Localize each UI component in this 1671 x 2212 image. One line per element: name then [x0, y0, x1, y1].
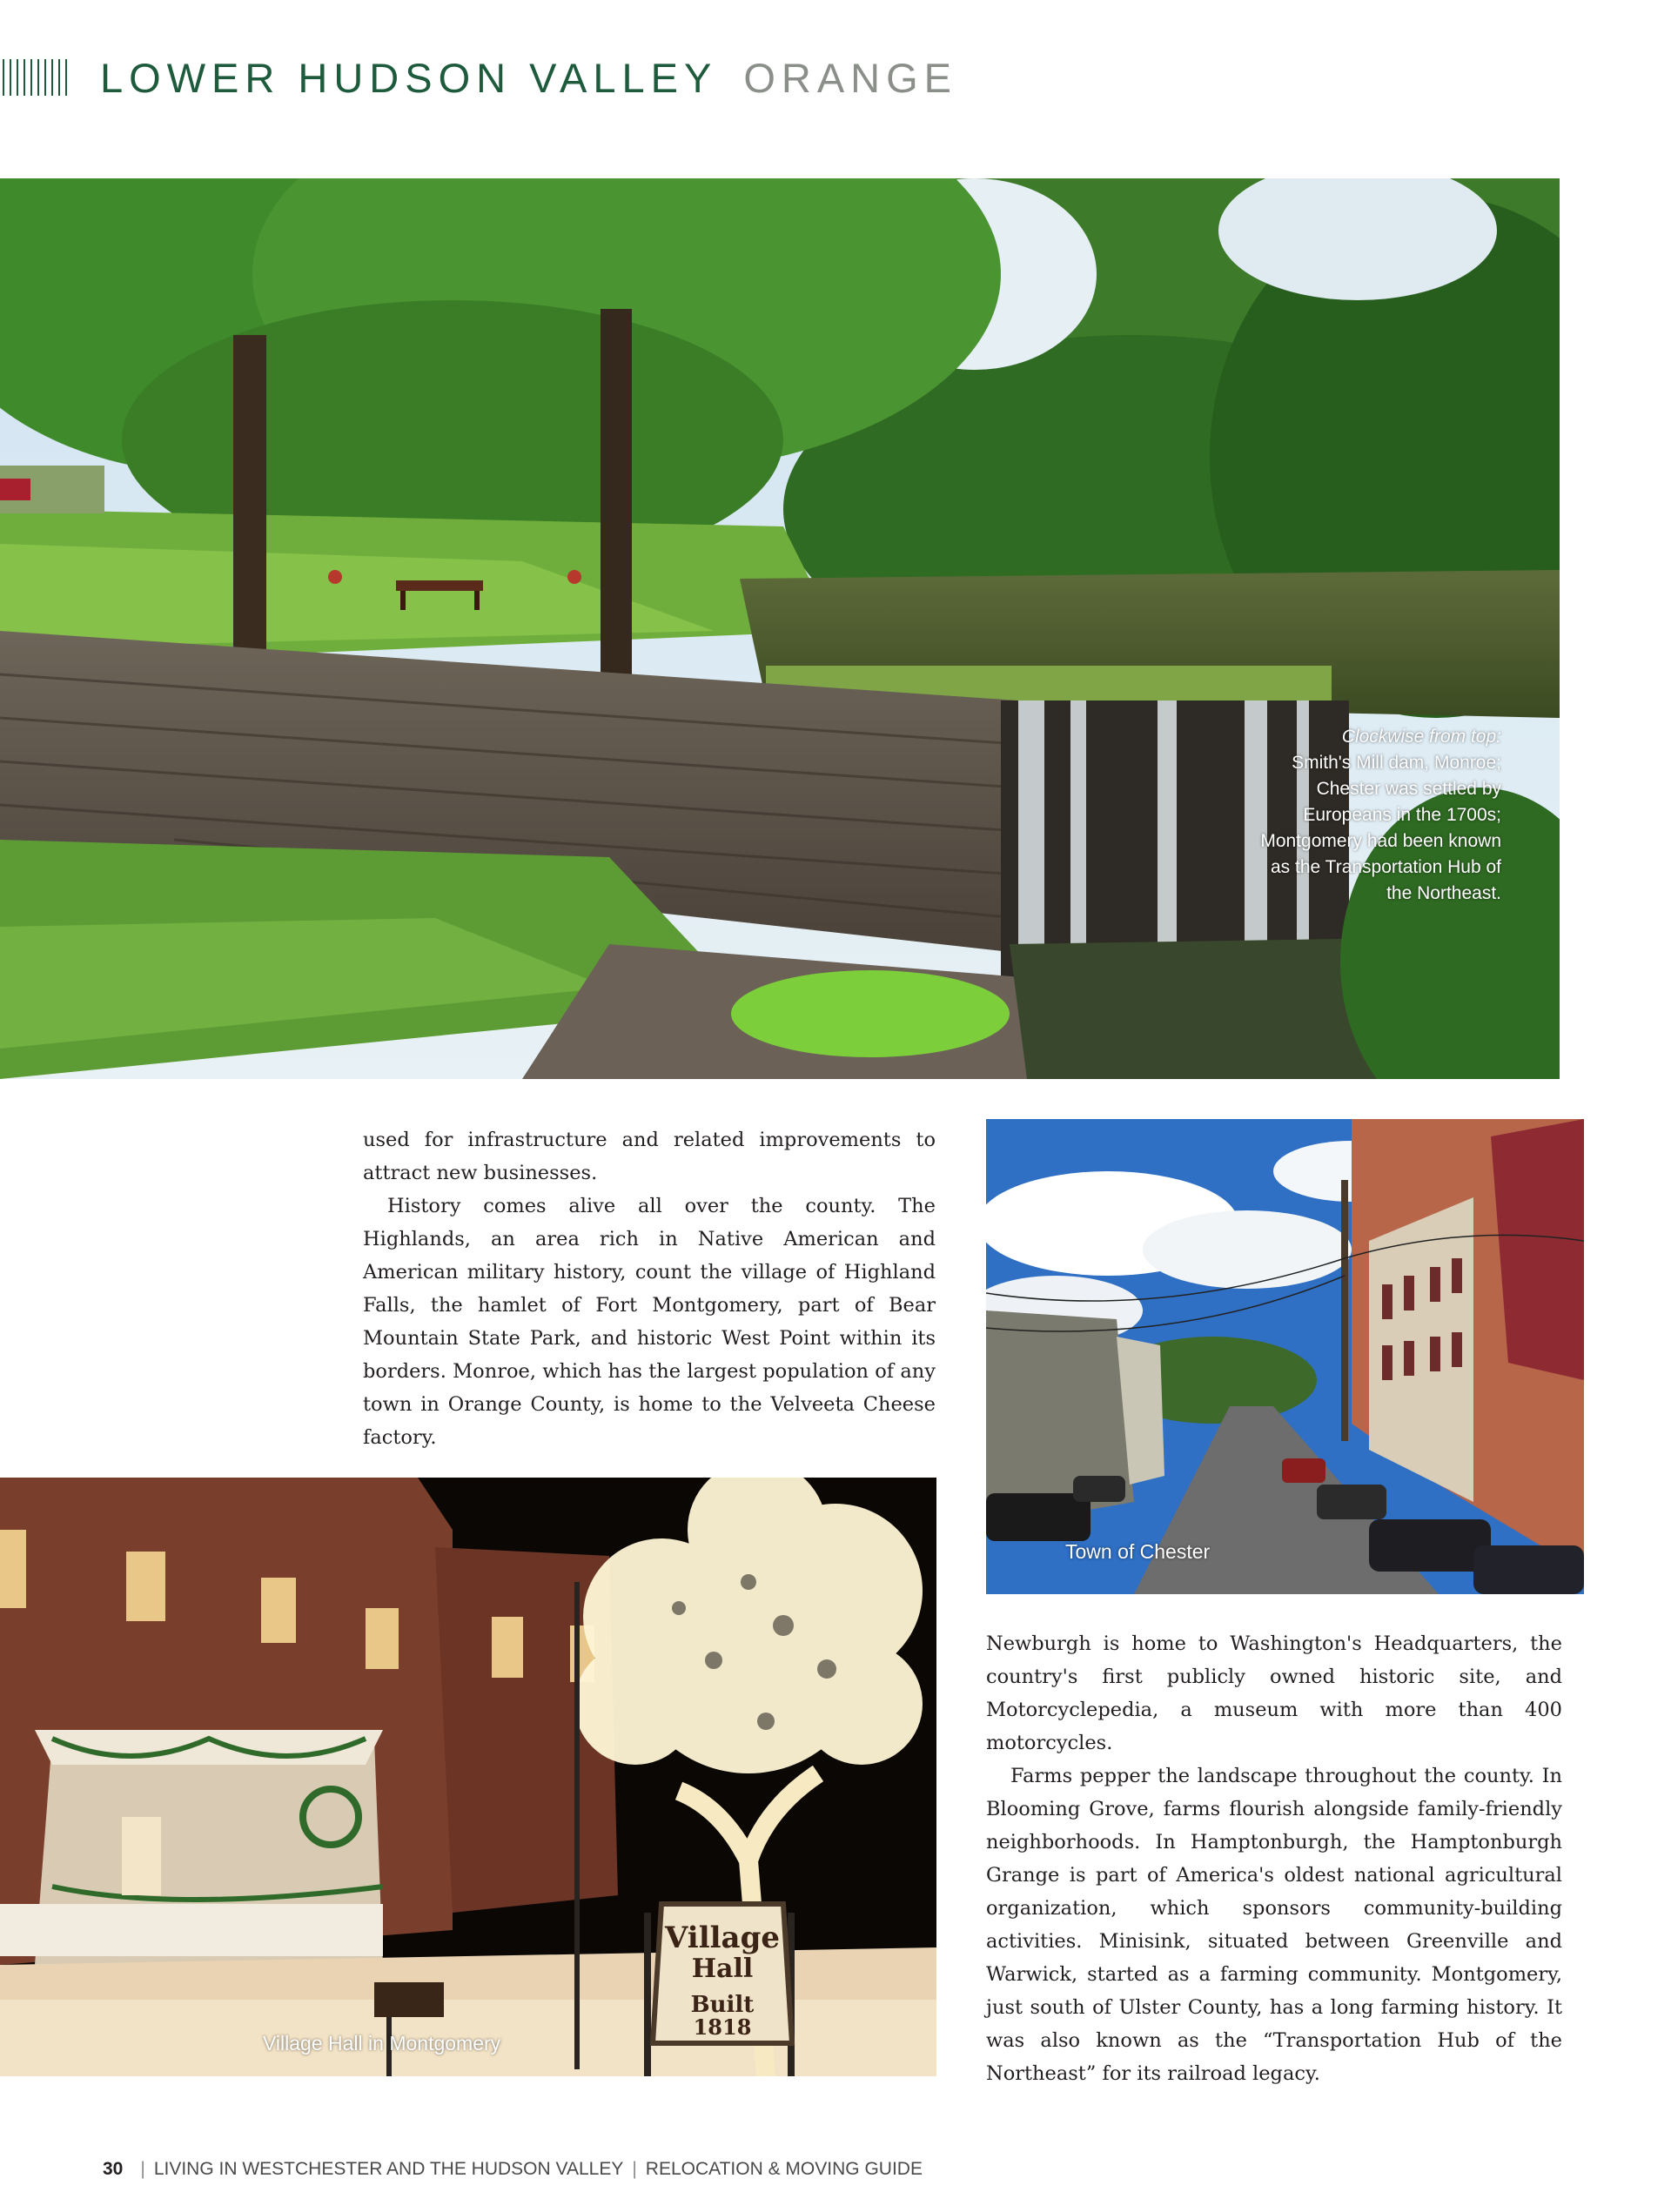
header-rule-lines — [0, 59, 77, 96]
sign-text-year: 1818 — [693, 2014, 752, 2040]
guide-name: RELOCATION & MOVING GUIDE — [645, 2159, 923, 2179]
photo-town-of-chester — [986, 1119, 1584, 1594]
caption-lead: Clockwise from top: — [1341, 727, 1501, 747]
header-section: LOWER HUDSON VALLEY — [100, 55, 718, 101]
paragraph: History comes alive all over the county. The Highlands, an area rich in Native American and American military history, count the village of Highland Falls, the hamlet of Fort Montgomery, part of Bear Mountain State Park, and historic West Point within its borders. Monroe, which has the largest population of any town in Orange County, is home to the Velveeta Cheese factory. — [363, 1195, 936, 1449]
photo-caption-village-hall: Village Hall in Montgomery — [263, 2032, 501, 2054]
photo-caption-main — [1258, 724, 1501, 907]
page-number: 30 — [103, 2159, 124, 2179]
photo-caption-chester: Town of Chester — [1065, 1540, 1211, 1563]
page-footer — [103, 2159, 923, 2180]
photo-village-hall-montgomery — [0, 1478, 936, 2076]
article-column-2 — [986, 1627, 1562, 2090]
footer-divider: | — [632, 2159, 637, 2179]
page-header — [100, 54, 957, 102]
sign-text-hall: Hall — [691, 1954, 754, 1984]
publication-name: LIVING IN WESTCHESTER AND THE HUDSON VALLEY — [153, 2159, 624, 2179]
paragraph: Farms pepper the landscape throughout the county. In Blooming Grove, farms flourish alongside family-friendly neighborhoods. In Hamptonburgh, the Hamptonburgh Grange is part of America's oldest national agricultural organization, which sponsors community-building activities. Minisink, situated between Greenville and Warwick, started as a farming community. Montgomery, just south of Ulster County, has a long farming history. It was also known as the “Transportation Hub of the Northeast” for its railroad legacy. — [986, 1765, 1562, 2085]
header-county: ORANGE — [743, 55, 958, 101]
paragraph: used for infrastructure and related improvements to attract new businesses. — [363, 1129, 936, 1184]
footer-divider: | — [140, 2159, 145, 2179]
article-column-1 — [363, 1123, 936, 1454]
sign-text-built: Built — [690, 1992, 755, 2018]
photo-smiths-mill-dam — [0, 178, 1560, 1079]
paragraph: Newburgh is home to Washington's Headquarters, the country's first publicly owned historic site, and Motorcyclepedia, a museum with more than 400 motorcycles. — [986, 1632, 1562, 1754]
caption-body: Smith's Mill dam, Monroe; Chester was settled by Europeans in the 1700s; Montgomery had been known as the Transportation Hub of the Northeast. — [1260, 753, 1501, 903]
sign-text-village: Village — [665, 1920, 780, 1955]
